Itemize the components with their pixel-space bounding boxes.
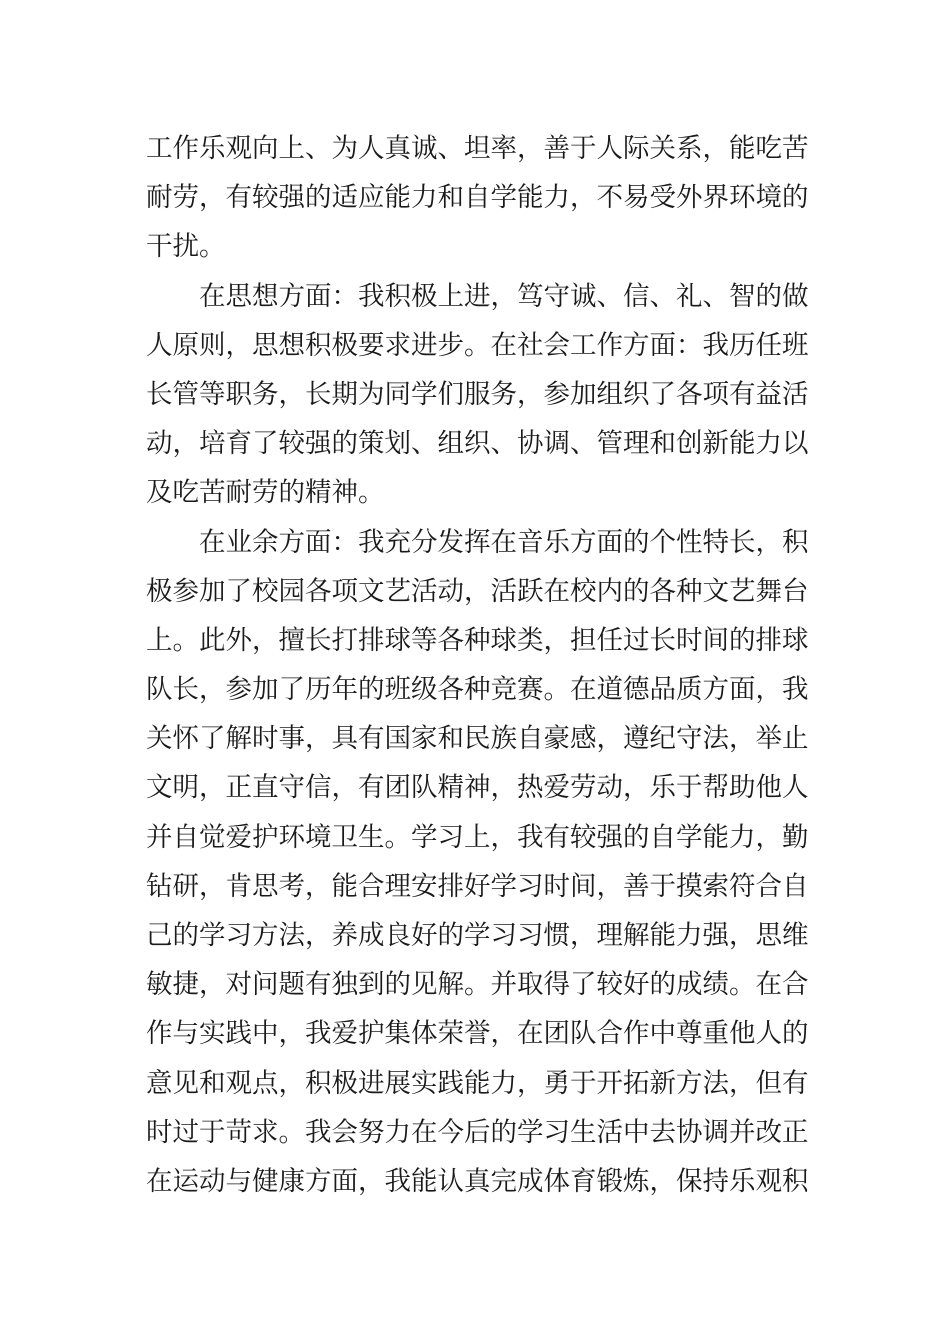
text-line: 动，培育了较强的策划、组织、协调、管理和创新能力以	[146, 428, 809, 460]
text-line: 队长，参加了历年的班级各种竞赛。在道德品质方面，我	[146, 674, 809, 706]
text-line: 干扰。	[146, 231, 226, 263]
text-line: 己的学习方法，养成良好的学习习惯，理解能力强，思维	[146, 920, 809, 951]
text-line: 上。此外，擅长打排球等各种球类，担任过长时间的排球	[146, 624, 809, 656]
text-line: 极参加了校园各项文艺活动，活跃在校内的各种文艺舞台	[146, 575, 809, 607]
text-line: 时过于苛求。我会努力在今后的学习生活中去协调并改正	[146, 1116, 809, 1148]
paragraph-first-line: 在业余方面：我充分发挥在音乐方面的个性特长，积	[199, 526, 809, 558]
text-line: 在运动与健康方面，我能认真完成体育锻炼，保持乐观积	[146, 1165, 809, 1197]
text-line: 意见和观点，积极进展实践能力，勇于开拓新方法，但有	[146, 1067, 809, 1099]
text-line: 人原则，思想积极要求进步。在社会工作方面：我历任班	[146, 329, 809, 361]
text-line: 文明，正直守信，有团队精神，热爱劳动，乐于帮助他人	[146, 772, 809, 804]
text-line: 并自觉爱护环境卫生。学习上，我有较强的自学能力，勤	[146, 821, 809, 853]
text-line: 敏捷，对问题有独到的见解。并取得了较好的成绩。在合	[146, 969, 809, 1001]
text-line: 及吃苦耐劳的精神。	[146, 477, 385, 509]
text-line: 长管等职务，长期为同学们服务，参加组织了各项有益活	[146, 378, 809, 410]
text-line: 关怀了解时事，具有国家和民族自豪感，遵纪守法，举止	[146, 723, 809, 755]
body-text	[146, 124, 809, 1206]
text-line: 耐劳，有较强的适应能力和自学能力，不易受外界环境的	[146, 182, 809, 214]
text-line: 钻研，肯思考，能合理安排好学习时间，善于摸索符合自	[146, 870, 809, 902]
paragraph-first-line: 在思想方面：我积极上进，笃守诚、信、礼、智的做	[199, 280, 809, 312]
text-line: 作与实践中，我爱护集体荣誉，在团队合作中尊重他人的	[146, 1018, 809, 1050]
text-line: 工作乐观向上、为人真诚、坦率，善于人际关系，能吃苦	[146, 133, 809, 164]
